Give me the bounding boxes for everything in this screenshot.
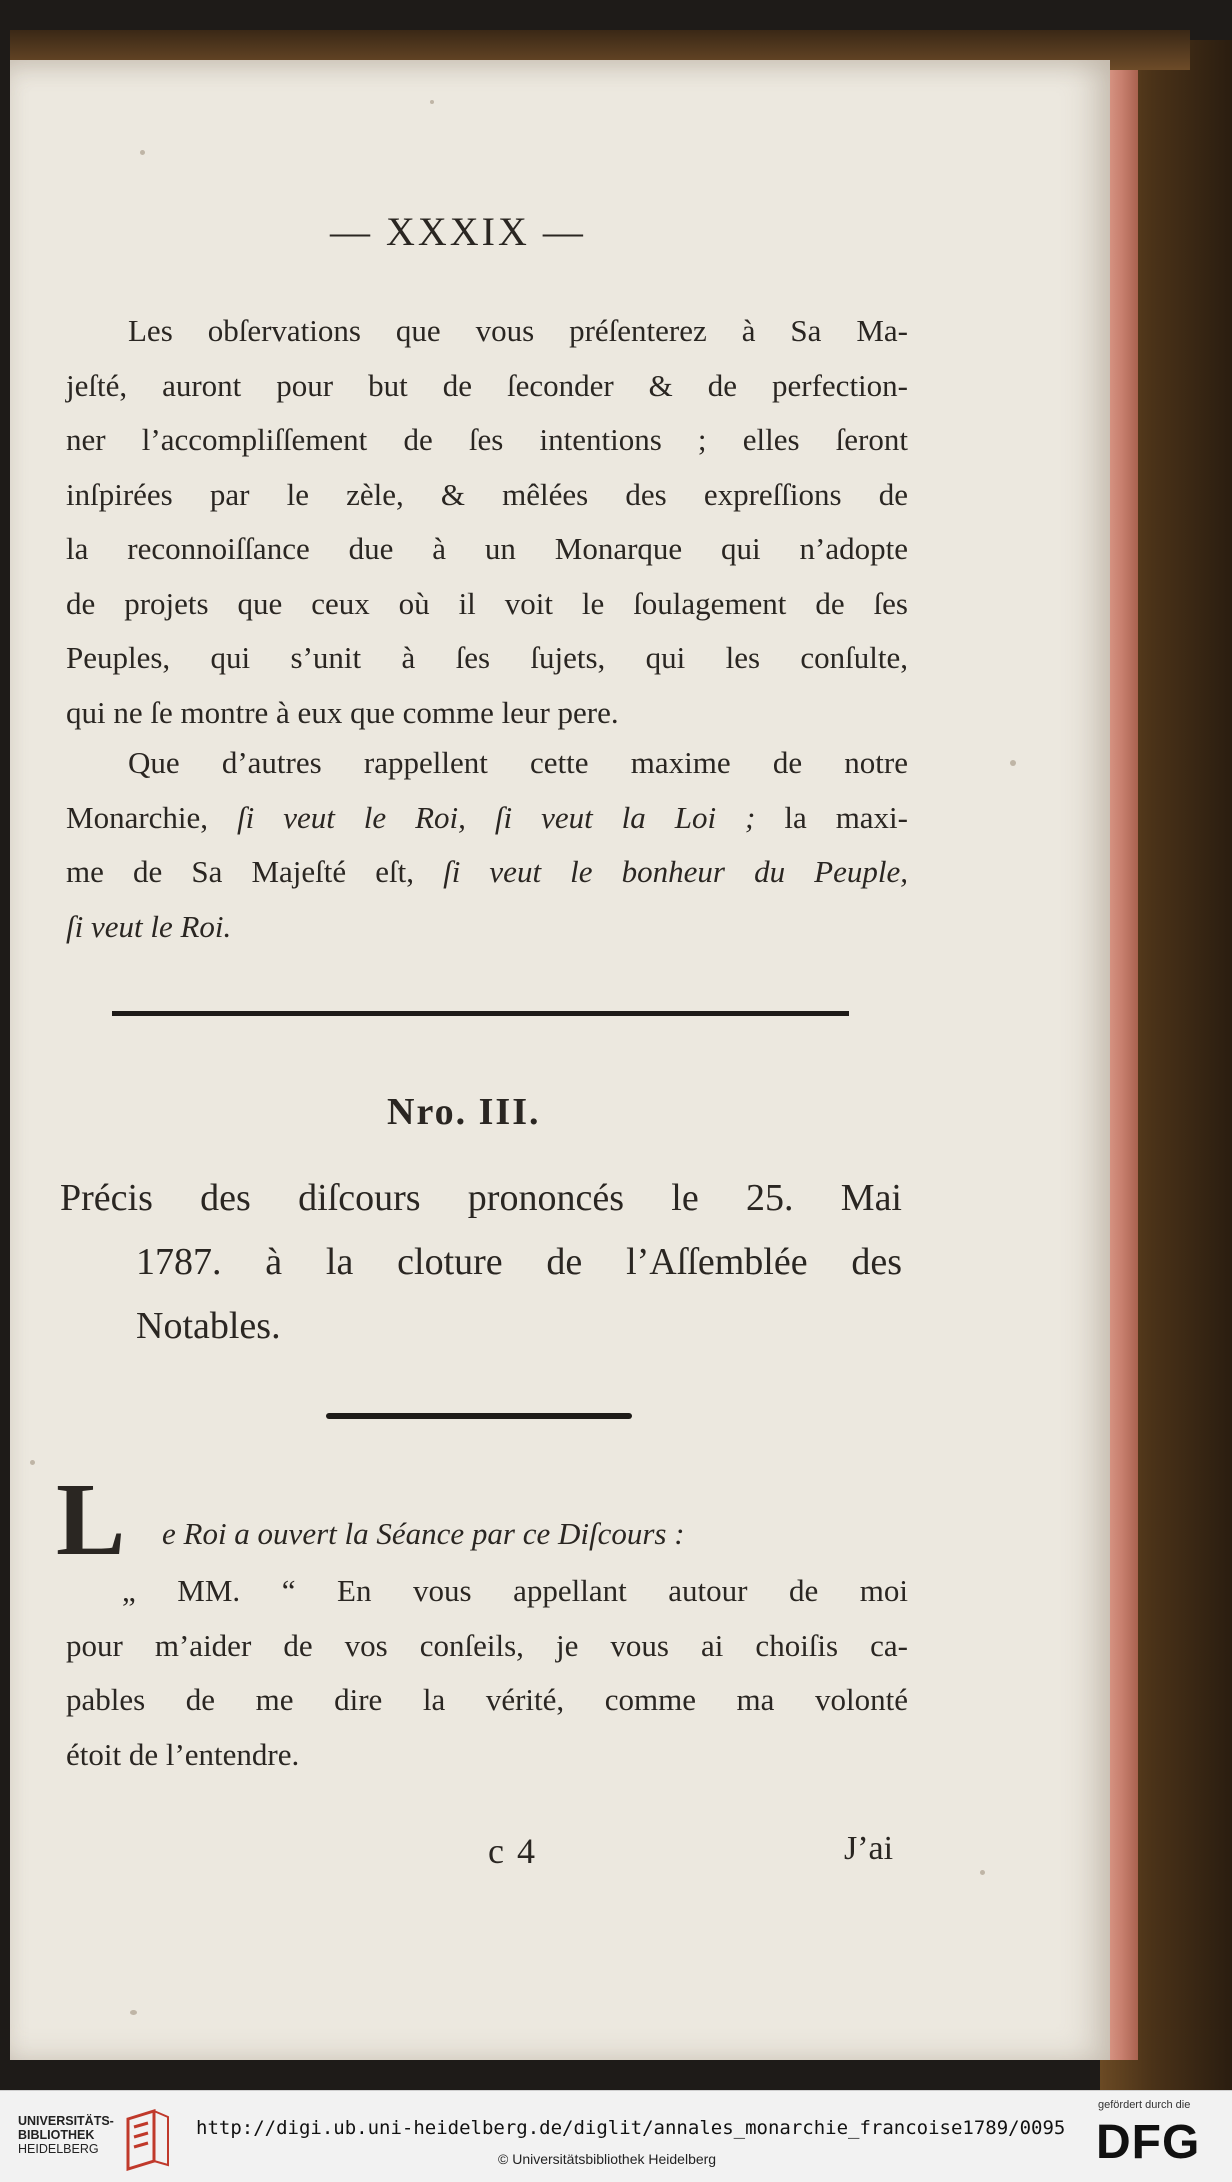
library-logo-icon[interactable] (124, 2109, 172, 2171)
text-line: pables de me dire la vérité, comme ma volonté (66, 1682, 908, 1717)
catchword: J’ai (844, 1830, 894, 1867)
text-line: ſi veut le Roi. (66, 908, 232, 944)
dfg-logo[interactable]: DFG (1096, 2116, 1201, 2169)
text-line: Les obſervations que vous préſenterez à Sa Ma- (128, 313, 908, 348)
text-line: la reconnoiſſance due à un Monarque qui n’adopte (66, 531, 908, 566)
section-divider (112, 1011, 849, 1016)
short-divider (326, 1413, 632, 1419)
text-line: „ MM. “ En vous appellant autour de moi (122, 1573, 908, 1608)
signature-mark: c 4 (488, 1831, 537, 1871)
title-line: Précis des diſcours prononcés le 25. Mai (60, 1177, 902, 1219)
text-line (66, 845, 908, 900)
library-line: BIBLIOTHEK (18, 2128, 95, 2142)
library-line: UNIVERSITÄTS- (18, 2114, 114, 2128)
paragraph-discours (66, 1564, 908, 1782)
text-line (66, 791, 908, 846)
text-line: inſpirées par le zèle, & mêlées des expreſſions de (66, 476, 908, 512)
section-title (60, 1166, 902, 1358)
text-line: étoit de l’entendre. (66, 1736, 300, 1772)
text-line: de projets que ceux où il voit le ſoulagement de ſes (66, 585, 908, 621)
italic-maxim: ſi veut le bonheur du Peuple, (443, 854, 909, 889)
library-line: HEIDELBERG (18, 2142, 99, 2156)
page-header: — XXXIX — (330, 209, 586, 254)
paragraph-maxime (66, 736, 908, 954)
viewer-footer (0, 2090, 1232, 2182)
text-run: la maxi- (755, 799, 908, 835)
title-line: 1787. à la cloture de l’Aſſemblée des (136, 1241, 902, 1283)
section-number: Nro. III. (387, 1091, 541, 1133)
text-line: jeſté, auront pour but de ſeconder & de perfection- (66, 367, 908, 403)
library-name[interactable] (18, 2114, 114, 2156)
copyright-notice: © Universitätsbibliothek Heidelberg (498, 2151, 717, 2167)
funding-note: gefördert durch die (1098, 2099, 1191, 2111)
paragraph-observations (66, 304, 908, 740)
text-run: me de Sa Majeſté eſt, (66, 854, 444, 889)
title-line: Notables. (136, 1305, 281, 1347)
permalink-url[interactable]: http://digi.ub.uni-heidelberg.de/diglit/annales_monarchie_francoise1789/0095 (196, 2117, 1066, 2139)
italic-maxim: ſi veut le Roi, ſi veut la Loi ; (237, 799, 756, 835)
text-line: ner l’accompliſſement de ſes intentions ; elles ſeront (66, 422, 908, 457)
text-run: Monarchie, (66, 799, 237, 835)
king-intro: e Roi a ouvert la Séance par ce Diſcours : (162, 1516, 685, 1551)
text-line: qui ne ſe montre à eux que comme leur pere. (66, 694, 619, 730)
text-line: Peuples, qui s’unit à ſes ſujets, qui les conſulte, (66, 640, 908, 675)
text-line: pour m’aider de vos conſeils, je vous ai choiſis ca- (66, 1627, 908, 1663)
text-line: Que d’autres rappellent cette maxime de notre (128, 745, 908, 780)
drop-cap: L (56, 1462, 126, 1577)
